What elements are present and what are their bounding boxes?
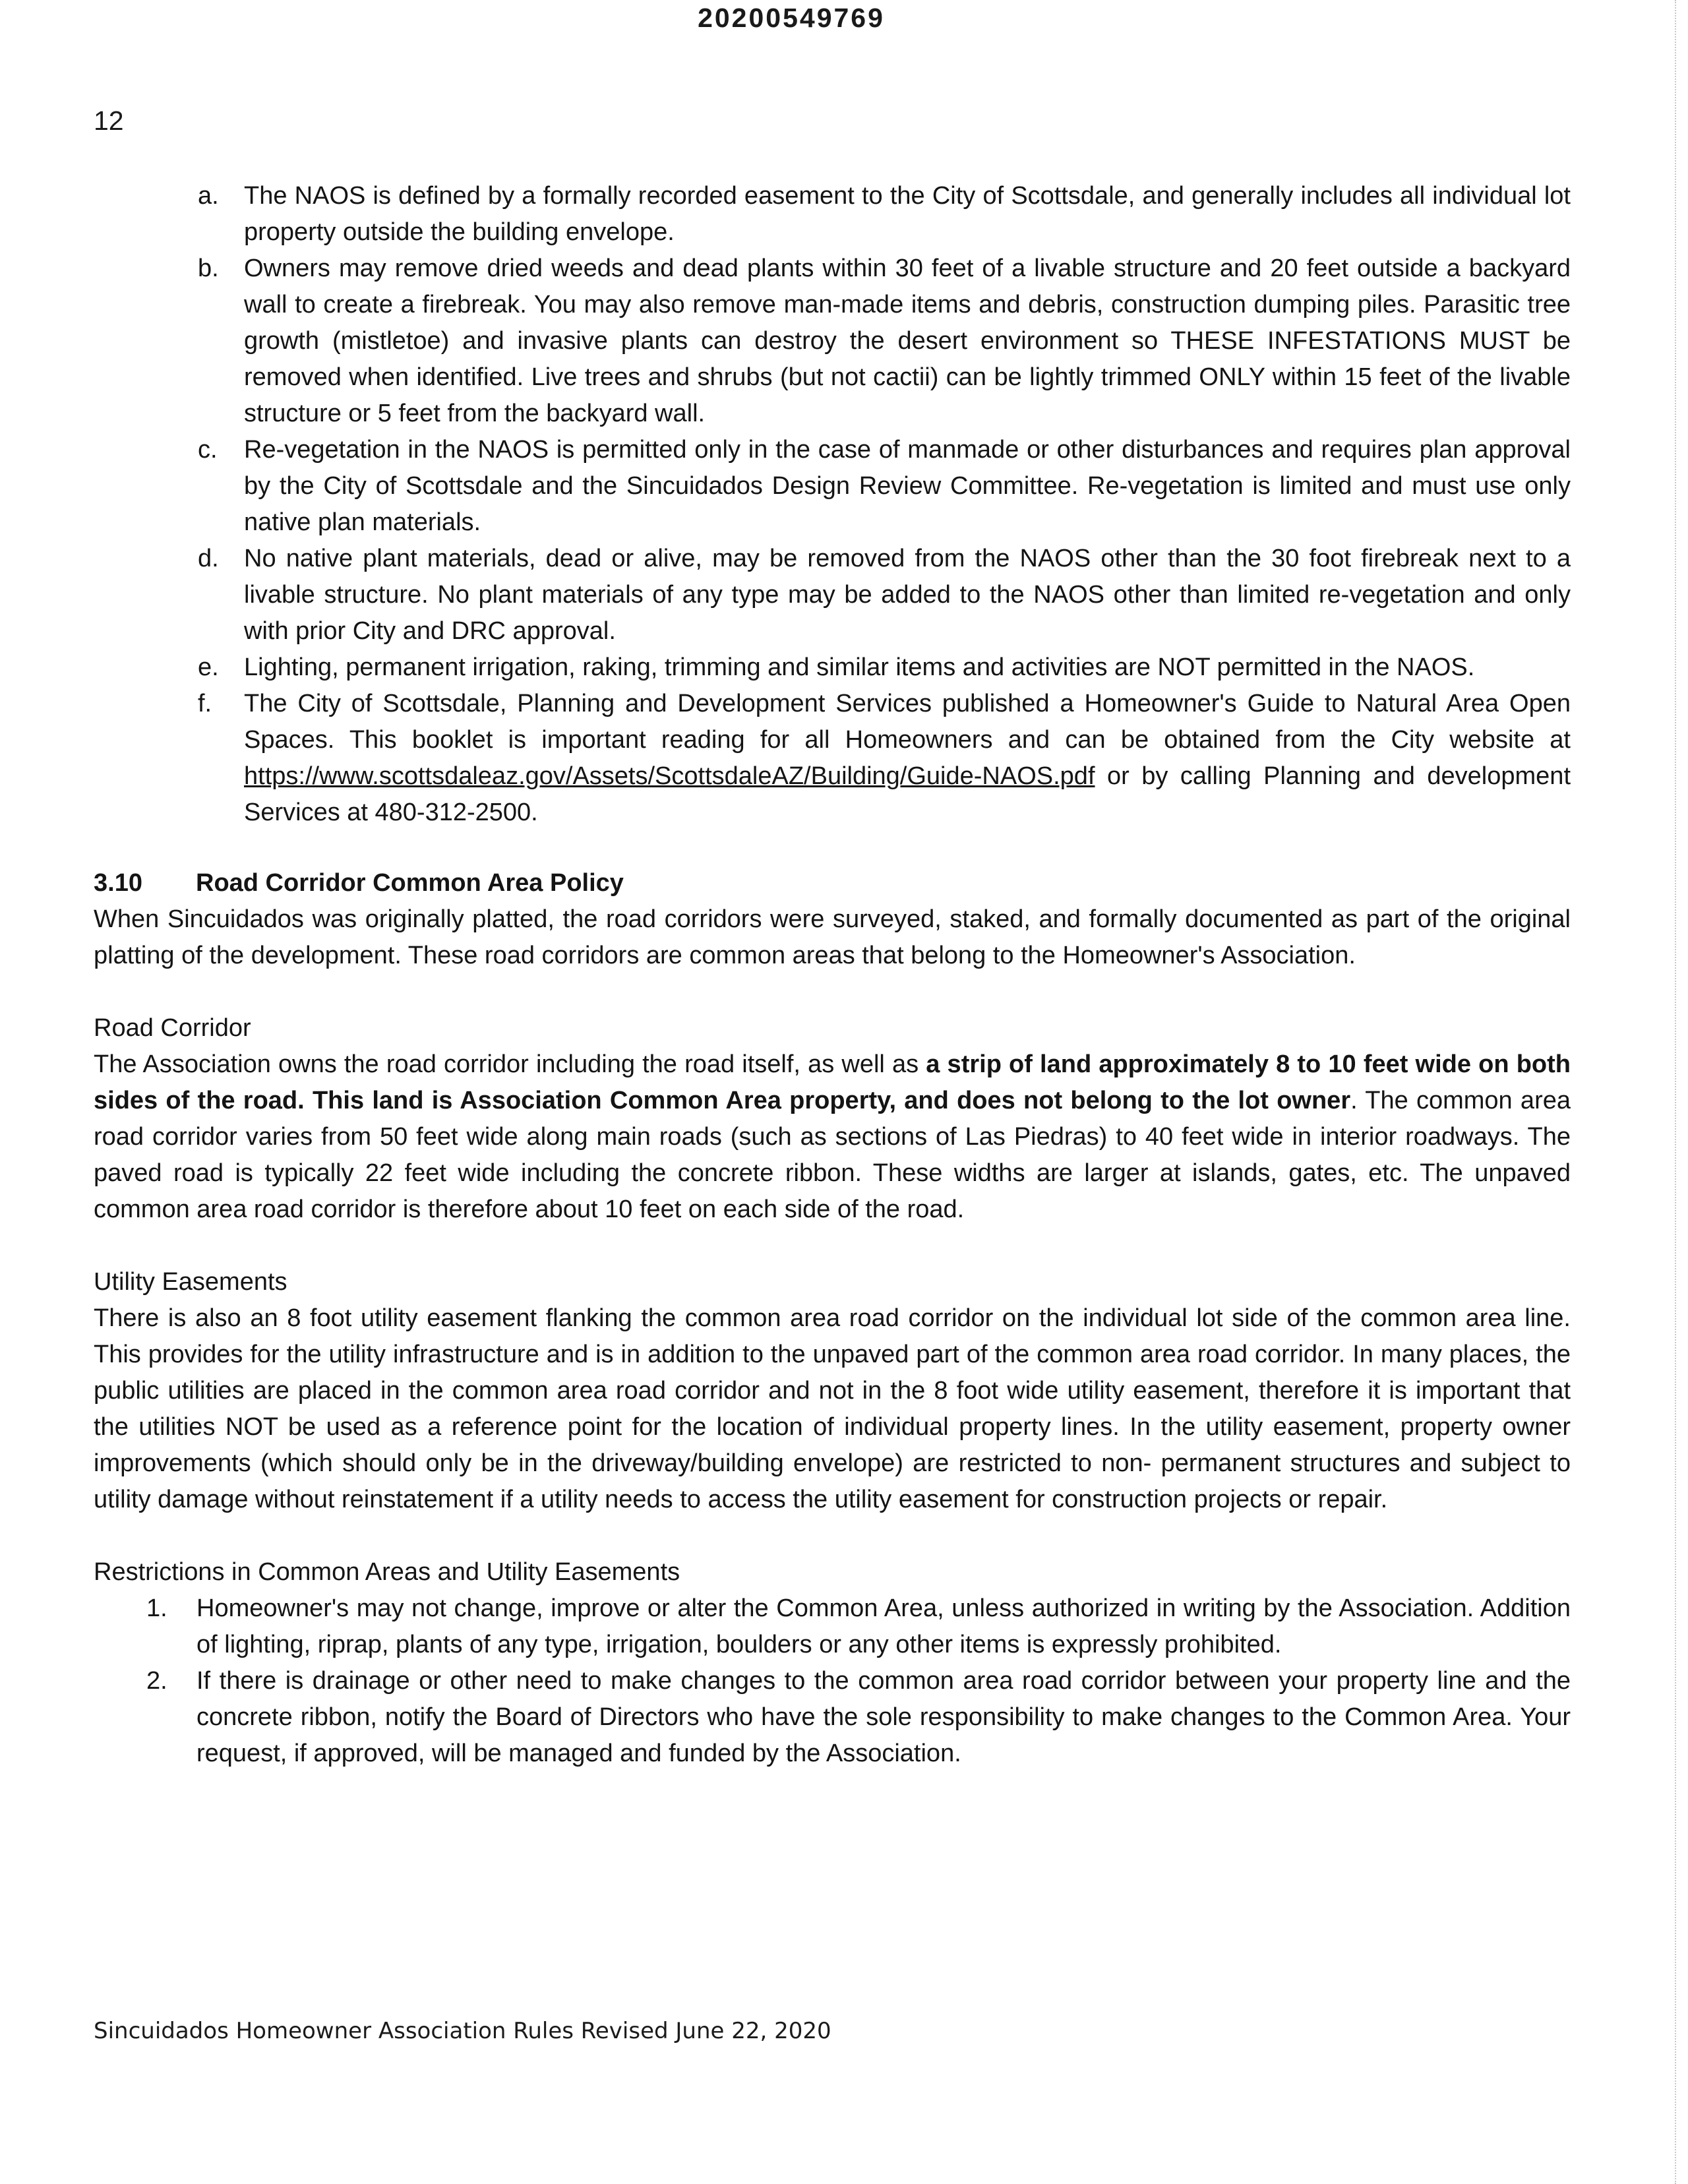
list-item [94,541,1571,650]
list-marker: 2. [146,1667,167,1695]
list-item-text: Lighting, permanent irrigation, raking, trimming and similar items and activities are NOT permitted in the NAOS. [244,653,1475,681]
list-marker: d. [198,545,219,572]
list-marker: e. [198,653,219,681]
list-item [94,686,1571,831]
naos-guide-link[interactable]: https://www.scottsdaleaz.gov/Assets/ScottsdaleAZ/Building/Guide-NAOS.pdf [244,762,1095,790]
restrictions-list [94,1591,1571,1772]
list-item [94,178,1571,251]
list-item-text: Homeowner's may not change, improve or alter the Common Area, unless authorized in writing by the Association. Addition of lighting, riprap, plants of any type, irrigation, boulders or any other items is expressly prohibited. [196,1594,1571,1658]
utility-easements-heading: Utility Easements [94,1268,287,1296]
page-footer: Sincuidados Homeowner Association Rules Revised June 22, 2020 [94,2018,831,2044]
document-number: 20200549769 [698,3,885,33]
list-item [94,1591,1571,1663]
restrictions-heading: Restrictions in Common Areas and Utility Easements [94,1558,680,1586]
list-item-text: If there is drainage or other need to make changes to the common area road corridor between your property line and the concrete ribbon, notify the Board of Directors who have the sole responsibility to make changes to the Common Area. Your request, if approved, will be managed and funded by the Association. [196,1667,1571,1767]
page-number: 12 [94,106,124,136]
road-corridor-text-part: The Association owns the road corridor including the road itself, as well as [94,1050,926,1078]
list-item [94,1663,1571,1772]
list-item-text: Owners may remove dried weeds and dead plants within 30 feet of a livable structure and 20 feet outside a backyard wall to create a firebreak. You may also remove man-made items and debris, construction dumping piles. Parasitic tree growth (mistletoe) and invasive plants can destroy the desert environment so THESE INFESTATIONS MUST be removed when identified. Live trees and shrubs (but not cactii) can be lightly trimmed ONLY within 15 feet of the livable structure or 5 feet from the backyard wall. [244,255,1571,427]
list-item-text: The City of Scottsdale, Planning and Development Services published a Homeowner's Guide to Natural Area Open Spaces. This booklet is important reading for all Homeowners and can be obtained from the City website at [244,690,1571,754]
list-item-text: or by calling Planning and development Services at 480-312-2500. [244,762,1571,826]
list-marker: 1. [146,1594,167,1622]
list-item [94,650,1571,686]
road-corridor-text-part: . The common area road corridor varies from 50 feet wide along main roads (such as sections of Las Piedras) to 40 feet wide in interior roadways. The paved road is typically 22 feet wide including the concrete ribbon. These widths are larger at islands, gates, etc. The unpaved common area road corridor is therefore about 10 feet on each side of the road. [94,1087,1571,1223]
list-marker: a. [198,182,219,210]
scan-edge-line [1675,0,1677,2184]
list-item-text: The NAOS is defined by a formally recorded easement to the City of Scottsdale, and generally includes all individual lot property outside the building envelope. [244,182,1571,246]
list-item [94,251,1571,432]
list-marker: b. [198,255,219,282]
section-intro: When Sincuidados was originally platted, the road corridors were surveyed, staked, and formally documented as part of the original platting of the development. These road corridors are common areas that belong to the Homeowner's Association. [94,905,1571,969]
road-corridor-text [94,1046,1571,1228]
road-corridor-heading: Road Corridor [94,1014,251,1042]
section-number: 3.10 [94,869,142,897]
section-title: Road Corridor Common Area Policy [196,869,624,897]
list-item [94,432,1571,541]
utility-easements-text: There is also an 8 foot utility easement flanking the common area road corridor on the individual lot side of the common area line. This provides for the utility infrastructure and is in addition to the unpaved part of the common area road corridor. In many places, the public utilities are placed in the common area road corridor and not in the 8 foot wide utility easement, therefore it is important that the utilities NOT be used as a reference point for the location of individual property lines. In the utility easement, property owner improvements (which should only be in the driveway/building envelope) are restricted to non- permanent structures and subject to utility damage without reinstatement if a utility needs to access the utility easement for construction projects or repair. [94,1304,1571,1513]
road-corridor-bold-text: a strip of land approximately 8 to 10 feet wide on both sides of the road. This land is Association Common Area property, and does not belong to the lot owner [94,1050,1571,1114]
list-item-text: Re-vegetation in the NAOS is permitted only in the case of manmade or other disturbances and requires plan approval by the City of Scottsdale and the Sincuidados Design Review Committee. Re-vegetation is limited and must use only native plan materials. [244,436,1571,536]
section-heading [94,865,1571,901]
naos-list [94,178,1571,831]
list-marker: f. [198,690,212,717]
page-content [94,178,1571,1772]
list-marker: c. [198,436,218,464]
list-item-text: No native plant materials, dead or alive, may be removed from the NAOS other than the 30 foot firebreak next to a livable structure. No plant materials of any type may be added to the NAOS other than limited re-vegetation and only with prior City and DRC approval. [244,545,1571,645]
